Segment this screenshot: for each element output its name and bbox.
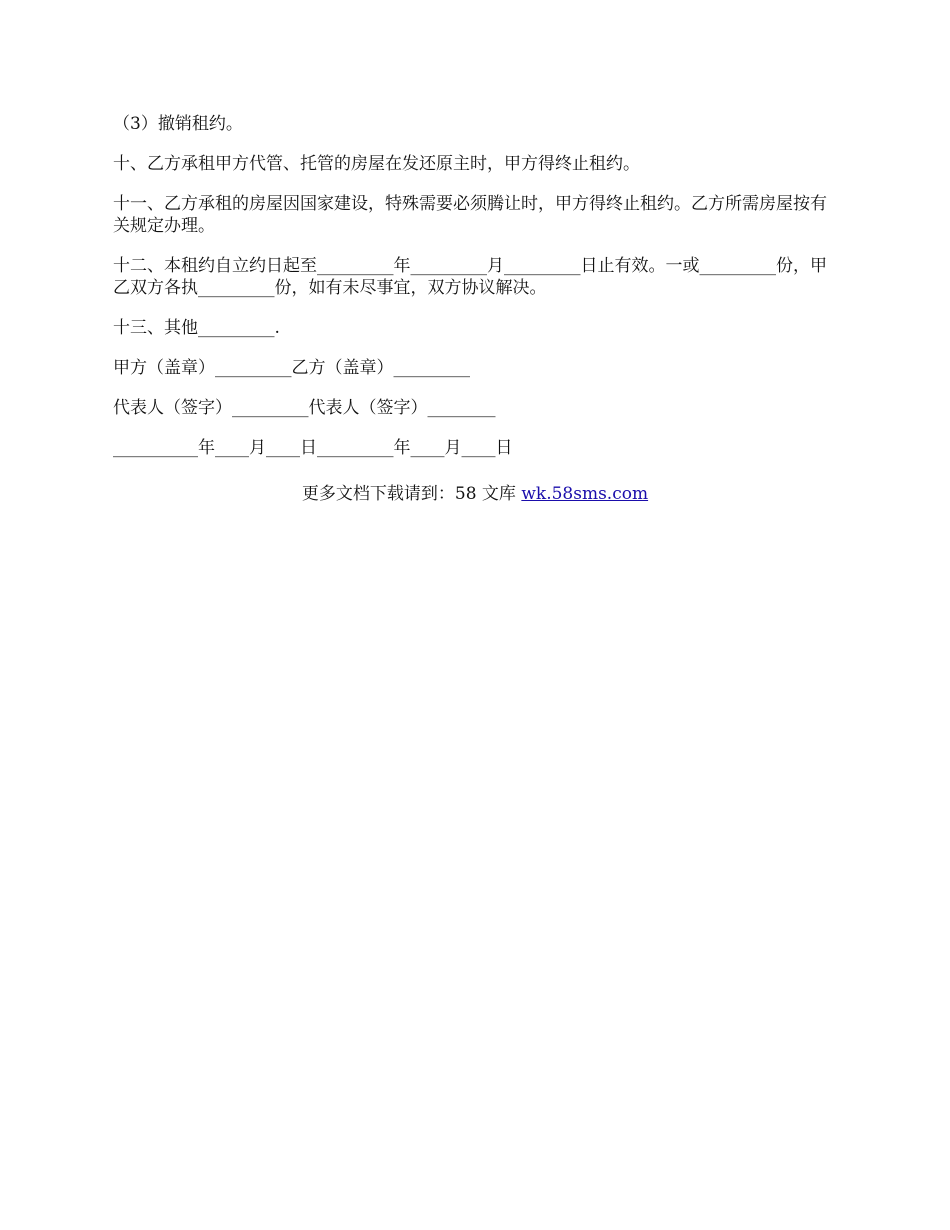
footer-link[interactable]: wk.58sms.com	[521, 484, 649, 504]
download-footer	[0, 483, 950, 505]
document-page	[113, 113, 840, 477]
clause-10: 十、乙方承租甲方代管、托管的房屋在发还原主时，甲方得终止租约。	[113, 154, 640, 174]
clause-11: 十一、乙方承租的房屋因国家建设，特殊需要必须腾让时，甲方得终止租约。乙方所需房屋按有关规定办理。	[113, 194, 827, 236]
party-seal-line: 甲方（盖章）_________乙方（盖章）_________	[113, 358, 470, 378]
clause-12: 十二、本租约自立约日起至_________年_________月_________日止有效。一或_________份，甲乙双方各执_________份，如有未尽事宜，双方协议解决。	[113, 256, 827, 298]
date-line: __________年____月____日_________年____月____日	[113, 438, 513, 458]
representative-signature-line: 代表人（签字）_________代表人（签字）________	[113, 398, 496, 418]
footer-text: 更多文档下载请到：58 文库	[301, 484, 522, 504]
clause-13: 十三、其他_________.	[113, 318, 280, 338]
clause-3-revoke: （3）撤销租约。	[113, 114, 243, 134]
